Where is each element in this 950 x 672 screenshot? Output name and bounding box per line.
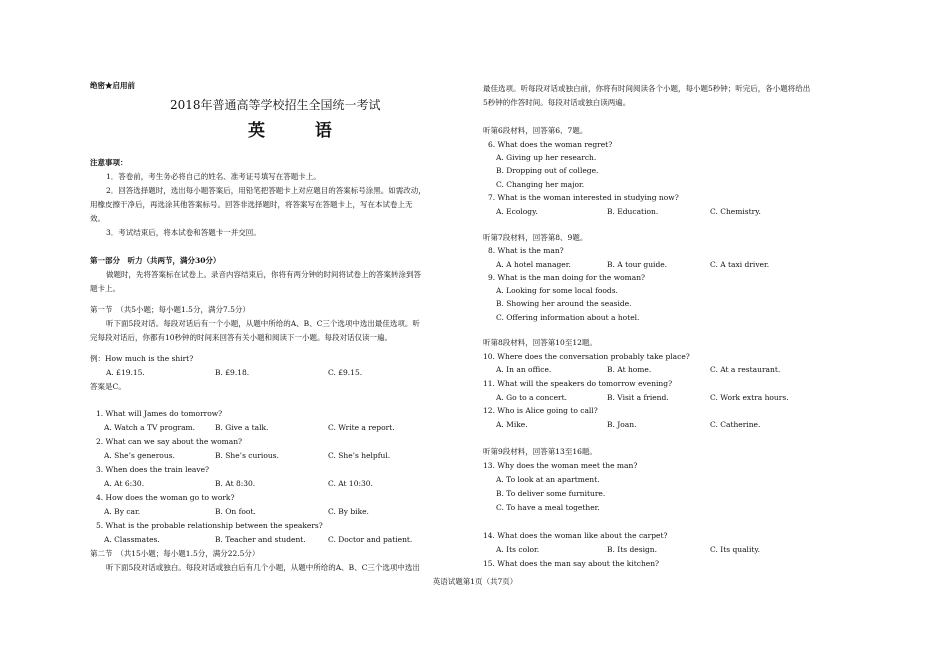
option-6b: B. Dropping out of college. <box>496 166 599 175</box>
option-1a: A. Watch a TV program. <box>104 423 196 432</box>
option-3c: C. At 10:30. <box>328 479 373 488</box>
notice-item-3: 3．考试结束后，将本试卷和答题卡一并交回。 <box>106 228 261 237</box>
question-5: 5. What is the probable relationship between the speakers? <box>96 521 323 530</box>
material-7-heading: 听第7段材料，回答第8、9题。 <box>483 233 588 242</box>
notice-item-1: 1．答卷前，考生务必将自己的姓名、准考证号填写在答题卡上。 <box>106 172 321 181</box>
section2-desc-end: 5秒钟的作答时间。每段对话或独白读两遍。 <box>483 98 631 107</box>
notice-item-2: 2．回答选择题时，选出每小题答案后，用铅笔把答题卡上对应题目的答案标号涂黑。如需改动， <box>106 186 426 195</box>
option-12b: B. Joan. <box>607 420 637 429</box>
option-4a: A. By car. <box>104 507 141 516</box>
subject-title: 英 语 <box>248 121 354 141</box>
section2-desc: 听下面5段对话或独白。每段对话或独白后有几个小题，从题中所给的A、B、C三个选项中选出 <box>106 563 420 572</box>
part1-desc-cont: 题卡上。 <box>90 284 120 293</box>
confidential-mark: 绝密★启用前 <box>90 81 135 90</box>
option-9a: A. Looking for some local foods. <box>496 286 618 295</box>
question-15: 15. What does the man say about the kitchen? <box>483 559 660 568</box>
question-6: 6. What does the woman regret? <box>488 140 613 149</box>
option-3a: A. At 6:30. <box>104 479 145 488</box>
option-9b: B. Showing her around the seaside. <box>496 299 632 308</box>
question-2: 2. What can we say about the woman? <box>96 437 243 446</box>
question-4: 4. How does the woman go to work? <box>96 493 235 502</box>
option-10a: A. In an office. <box>496 365 552 374</box>
notice-item-2-cont: 用橡皮擦干净后，再选涂其他答案标号。回答非选择题时，将答案写在答题卡上，写在本试卷上无 <box>90 200 413 209</box>
option-13b: B. To deliver some furniture. <box>496 489 606 498</box>
option-8c: C. A taxi driver. <box>710 260 770 269</box>
option-2b: B. She’s curious. <box>215 451 279 460</box>
option-14a: A. Its color. <box>496 545 540 554</box>
example-question: 例：How much is the shirt? <box>90 354 194 363</box>
section2-desc-cont: 最佳选项。听每段对话或独白前，你将有时间阅读各个小题，每小题5秒钟；听完后，各小题将给出 <box>483 84 811 93</box>
option-12a: A. Mike. <box>496 420 528 429</box>
option-6a: A. Giving up her research. <box>496 153 597 162</box>
example-answer: 答案是C。 <box>90 382 126 391</box>
option-11b: B. Visit a friend. <box>607 393 669 402</box>
example-option-a: A. £19.15. <box>106 368 145 377</box>
part1-heading: 第一部分 听力（共两节，满分30分） <box>90 256 221 265</box>
material-6-heading: 听第6段材料，回答第6、7题。 <box>483 126 588 135</box>
question-12: 12. Who is Alice going to call? <box>483 406 598 415</box>
option-11a: A. Go to a concert. <box>496 393 568 402</box>
option-3b: B. At 8:30. <box>215 479 256 488</box>
option-4b: B. On foot. <box>215 507 256 516</box>
question-3: 3. When does the train leave? <box>96 465 210 474</box>
option-13a: A. To look at an apartment. <box>496 475 600 484</box>
section1-heading: 第一节 （共5小题；每小题1.5分，满分7.5分） <box>90 305 250 314</box>
page-footer: 英语试题第1页（共7页） <box>432 577 518 586</box>
section1-desc-cont: 完每段对话后，你都有10秒钟的时间来回答有关小题和阅读下一小题。每段对话仅读一遍。 <box>90 333 393 342</box>
option-8a: A. A hotel manager. <box>496 260 571 269</box>
notice-item-2-end: 效。 <box>90 214 105 223</box>
option-1b: B. Give a talk. <box>215 423 269 432</box>
exam-title: 2018年普通高等学校招生全国统一考试 <box>170 98 381 112</box>
question-8: 8. What is the man? <box>488 246 564 255</box>
option-2a: A. She’s generous. <box>104 451 175 460</box>
question-9: 9. What is the man doing for the woman? <box>488 273 646 282</box>
option-5b: B. Teacher and student. <box>215 535 306 544</box>
question-13: 13. Why does the woman meet the man? <box>483 461 638 470</box>
question-14: 14. What does the woman like about the carpet? <box>483 531 668 540</box>
option-1c: C. Write a report. <box>328 423 395 432</box>
option-7c: C. Chemistry. <box>710 207 761 216</box>
option-9c: C. Offering information about a hotel. <box>496 313 640 322</box>
option-5a: A. Classmates. <box>104 535 160 544</box>
section2-heading: 第二节 （共15小题；每小题1.5分，满分22.5分） <box>90 549 260 558</box>
option-7b: B. Education. <box>607 207 659 216</box>
option-2c: C. She’s helpful. <box>328 451 391 460</box>
material-9-heading: 听第9段材料，回答第13至16题。 <box>483 447 597 456</box>
option-5c: C. Doctor and patient. <box>328 535 413 544</box>
option-12c: C. Catherine. <box>710 420 761 429</box>
option-14c: C. Its quality. <box>710 545 760 554</box>
option-7a: A. Ecology. <box>496 207 538 216</box>
notice-heading: 注意事项： <box>90 158 128 167</box>
part1-desc: 做题时，先将答案标在试卷上。录音内容结束后，你将有两分钟的时间将试卷上的答案转涂到答 <box>106 270 421 279</box>
question-7: 7. What is the woman interested in studying now? <box>488 193 679 202</box>
option-8b: B. A tour guide. <box>607 260 668 269</box>
example-option-c: C. £9.15. <box>328 368 363 377</box>
material-8-heading: 听第8段材料，回答第10至12题。 <box>483 338 597 347</box>
option-10c: C. At a restaurant. <box>710 365 781 374</box>
option-4c: C. By bike. <box>328 507 369 516</box>
section1-desc: 听下面5段对话。每段对话后有一个小题，从题中所给的A、B、C三个选项中选出最佳选项。听 <box>106 319 420 328</box>
question-1: 1. What will James do tomorrow? <box>96 409 223 418</box>
option-10b: B. At home. <box>607 365 652 374</box>
question-11: 11. What will the speakers do tomorrow evening? <box>483 379 673 388</box>
option-13c: C. To have a meal together. <box>496 503 600 512</box>
option-14b: B. Its design. <box>607 545 657 554</box>
option-11c: C. Work extra hours. <box>710 393 789 402</box>
question-10: 10. Where does the conversation probably take place? <box>483 352 690 361</box>
option-6c: C. Changing her major. <box>496 180 585 189</box>
example-option-b: B. £9.18. <box>215 368 250 377</box>
